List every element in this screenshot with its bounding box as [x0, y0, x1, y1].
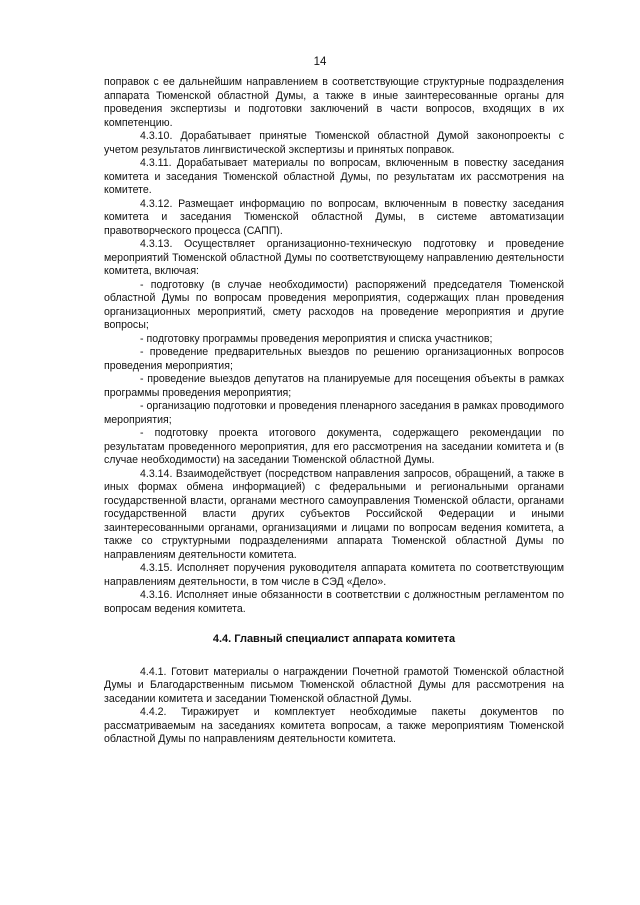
document-body [104, 76, 564, 747]
paragraph-4-4-2: 4.4.2. Тиражирует и комплектует необходимые пакеты документов по рассматриваемым на заседаниях комитета вопросам, а также мероприятиям Тюменской областной Думы по направлениям деятельности комитета. [104, 706, 564, 745]
paragraph-4-3-13: 4.3.13. Осуществляет организационно-техническую подготовку и проведение мероприятий Тюменской областной Думы по соответствующему направлению деятельности комитета, включая: [104, 238, 564, 277]
paragraph-4-4-1: 4.4.1. Готовит материалы о награждении Почетной грамотой Тюменской областной Думы и Благодарственным письмом Тюменской областной Думы для рассмотрения на заседании комитета и заседании Тюменской областной Думы. [104, 665, 564, 705]
section-heading-4-4: 4.4. Главный специалист аппарата комитета [212, 633, 456, 645]
list-item-orders: - подготовку (в случае необходимости) распоряжений председателя Тюменской областной Думы по вопросам проведения мероприятия, содержащих план проведения организационных мероприятий, смету расходов на проведение мероприятия и другие вопросы; [104, 278, 564, 331]
paragraph-4-3-14: 4.3.14. Взаимодействует (посредством направления запросов, обращений, а также в иных формах обмена информацией) с федеральными и региональными органами государственной власти, органами местного самоуправления Тюменской области, органами государственной власти других субъектов Российской Федерации и иными заинтересованными органами, организациями и лицами по вопросам ведения комитета, а также со структурными подразделениями аппарата Тюменской областной Думы по направлениям деятельности комитета. [104, 467, 564, 561]
list-item-plenary-session: - организацию подготовки и проведения пленарного заседания в рамках проводимого мероприятия; [104, 400, 564, 426]
paragraph-4-3-10: 4.3.10. Дорабатывает принятые Тюменской областной Думой законопроекты с учетом результатов лингвистической экспертизы и принятых поправок. [104, 130, 564, 156]
paragraph-continuation: поправок с ее дальнейшим направлением в соответствующие структурные подразделения аппарата Тюменской областной Думы, а также в иные заинтересованные органы для проведения экспертизы и подготовки заключений в части вопросов, входящих в их компетенцию. [104, 76, 564, 129]
paragraph-4-3-11: 4.3.11. Дорабатывает материалы по вопросам, включенным в повестку заседания комитета и заседания Тюменской областной Думы, по результатам их рассмотрения на комитете. [104, 157, 564, 196]
page-number: 14 [313, 56, 327, 68]
list-item-program: - подготовку программы проведения мероприятия и списка участников; [140, 332, 493, 345]
list-item-preliminary-trips: - проведение предварительных выездов по решению организационных вопросов проведения мероприятия; [104, 346, 564, 372]
paragraph-4-3-16: 4.3.16. Исполняет иные обязанности в соответствии с должностным регламентом по вопросам ведения комитета. [104, 589, 564, 615]
paragraph-4-3-12: 4.3.12. Размещает информацию по вопросам, включенным в повестку заседания комитета и заседания Тюменской областной Думы, в системе автоматизации правотворческого процесса (САПП). [104, 197, 564, 237]
list-item-final-document: - подготовку проекта итогового документа, содержащего рекомендации по результатам проведенного мероприятия, для его рассмотрения на заседании комитета и (в случае необходимости) на заседании Тюменской областной Думы. [104, 427, 564, 466]
list-item-deputy-trips: - проведение выездов депутатов на планируемые для посещения объекты в рамках программы проведения мероприятия; [104, 373, 564, 399]
paragraph-4-3-15: 4.3.15. Исполняет поручения руководителя аппарата комитета по соответствующим направлениям деятельности, в том числе в СЭД «Дело». [104, 562, 564, 588]
